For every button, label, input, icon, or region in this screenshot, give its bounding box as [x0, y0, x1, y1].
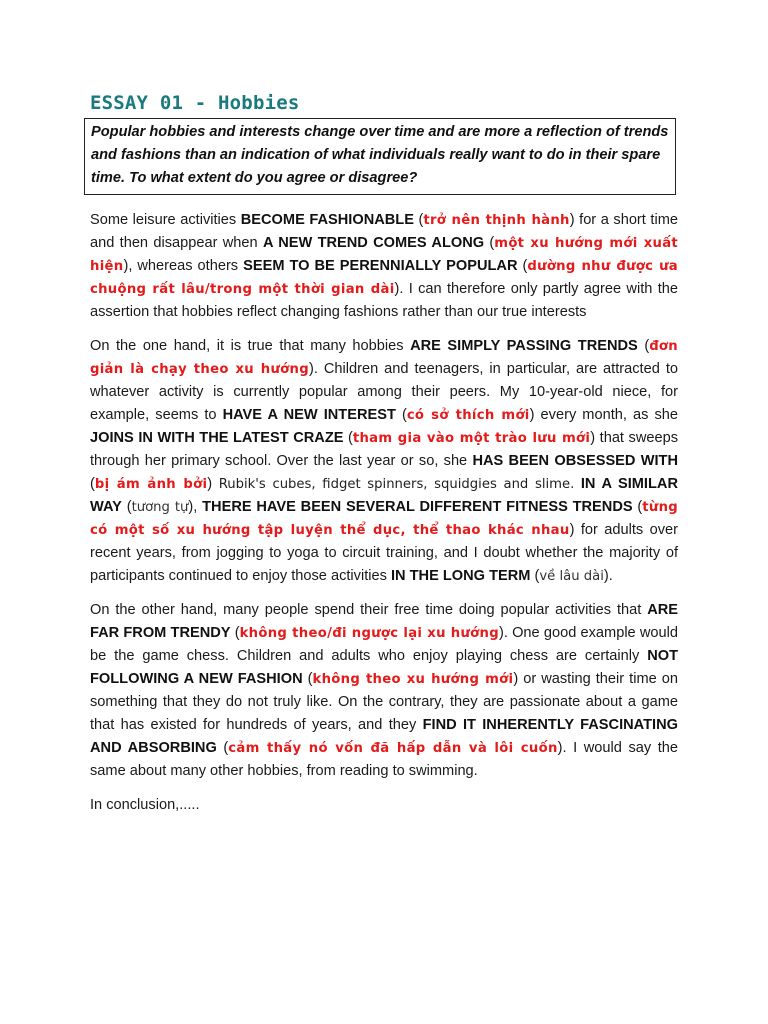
vietnamese-translation: một xu hướng mới xuất hiện	[90, 236, 679, 274]
essay-prompt-box: Popular hobbies and interests change over time and are more a reflection of trends and fashions than an indication of what individuals really want to do in their spare time. To what extent do you agree or disagree?	[84, 118, 676, 195]
text-run: (	[413, 212, 424, 228]
vietnamese-translation: đơn giản là chạy theo xu hướng	[90, 339, 678, 377]
text-run-alt-font: Rubik's cubes, fidget spinners, squidgies and slime.	[218, 477, 575, 492]
key-phrase: IN A SIMILAR WAY	[90, 476, 678, 515]
text-run: )	[207, 476, 219, 492]
text-run: Some leisure activities	[90, 212, 241, 228]
key-phrase: HAS BEEN OBSESSED WITH	[472, 453, 679, 469]
vietnamese-translation: trở nên thịnh hành	[423, 213, 570, 228]
paragraph-introduction	[90, 209, 678, 324]
key-phrase: IN THE LONG TERM	[390, 568, 531, 584]
text-run: (	[216, 740, 229, 756]
vietnamese-translation: cảm thấy nó vốn đã hấp dẫn và lôi cuốn	[228, 741, 558, 756]
text-run: ),	[188, 499, 203, 515]
text-run: (	[637, 338, 650, 354]
vietnamese-gloss: về lâu dài	[539, 569, 604, 584]
vietnamese-translation: có sở thích mới	[406, 408, 530, 423]
text-run: (	[517, 258, 528, 274]
text-run: ). Children and teenagers, in particular, are attracted to whatever activity is currently popular among their peers. My 10-year-old niece, for example, seems to	[90, 361, 678, 423]
text-run: On the one hand, it is true that many hobbies	[90, 338, 411, 354]
key-phrase: BECOME FASHIONABLE	[240, 212, 414, 228]
key-phrase: A NEW TREND COMES ALONG	[262, 235, 485, 251]
text-run: ), whereas others	[123, 258, 244, 274]
key-phrase: SEEM TO BE PERENNIALLY POPULAR	[243, 258, 518, 274]
text-run: (	[484, 235, 495, 251]
vietnamese-translation: tham gia vào một trào lưu mới	[352, 431, 591, 446]
text-run: ) that sweeps through her primary school. Over the last year or so, she	[90, 430, 679, 469]
text-run: (	[302, 671, 313, 687]
paragraph-body-one	[90, 335, 678, 588]
text-run: (	[90, 476, 95, 492]
vietnamese-translation: bị ám ảnh bởi	[94, 477, 208, 492]
key-phrase: HAVE A NEW INTEREST	[222, 407, 396, 423]
text-run: ). I can therefore only partly agree with the assertion that hobbies reflect changing fashions rather than our true interests	[90, 281, 678, 320]
vietnamese-translation: không theo/đi ngược lại xu hướng	[239, 626, 499, 641]
vietnamese-translation: từng có một số xu hướng tập luyện thể dục, thể thao khác nhau	[90, 500, 679, 538]
key-phrase: NOT FOLLOWING A NEW FASHION	[90, 648, 678, 687]
text-run: (	[121, 499, 132, 515]
document-page	[90, 92, 678, 817]
vietnamese-translation: dường như được ưa chuộng rất lâu/trong một thời gian dài	[90, 259, 678, 297]
text-run: (	[343, 430, 353, 446]
essay-title: ESSAY 01 - Hobbies	[90, 92, 300, 114]
text-run: ) for adults over recent years, from jogging to yoga to circuit training, and I doubt whether the majority of participants continued to enjoy those activities	[90, 522, 679, 584]
text-run: ) or wasting their time on something that they do not truly like. On the contrary, they are passionate about a game that has existed for hundreds of years, and they	[90, 671, 678, 733]
text-run: ) every month, as she	[529, 407, 678, 423]
key-phrase: FIND IT INHERENTLY FASCINATING AND ABSORBING	[90, 717, 678, 756]
text-run: (	[230, 625, 240, 641]
text-run: ) for a short time and then disappear when	[90, 212, 678, 251]
key-phrase: ARE SIMPLY PASSING TRENDS	[410, 338, 638, 354]
vietnamese-translation: không theo xu hướng mới	[312, 672, 514, 687]
key-phrase: THERE HAVE BEEN SEVERAL DIFFERENT FITNESS TRENDS	[202, 499, 633, 515]
text-run: ). I would say the same about many other hobbies, from reading to swimming.	[90, 740, 678, 779]
paragraph-body-two	[90, 599, 678, 783]
text-run: (	[395, 407, 407, 423]
paragraph-conclusion: In conclusion,.....	[90, 797, 200, 813]
key-phrase: ARE FAR FROM TRENDY	[90, 602, 678, 641]
vietnamese-gloss: tương tự	[131, 500, 189, 515]
text-run: On the other hand, many people spend their free time doing popular activities that	[90, 602, 648, 618]
text-run: (	[530, 568, 540, 584]
text-run: (	[632, 499, 643, 515]
text-run: ). One good example would be the game chess. Children and adults who enjoy playing chess are certainly	[90, 625, 678, 664]
text-run: ).	[603, 568, 613, 584]
key-phrase: JOINS IN WITH THE LATEST CRAZE	[90, 430, 344, 446]
